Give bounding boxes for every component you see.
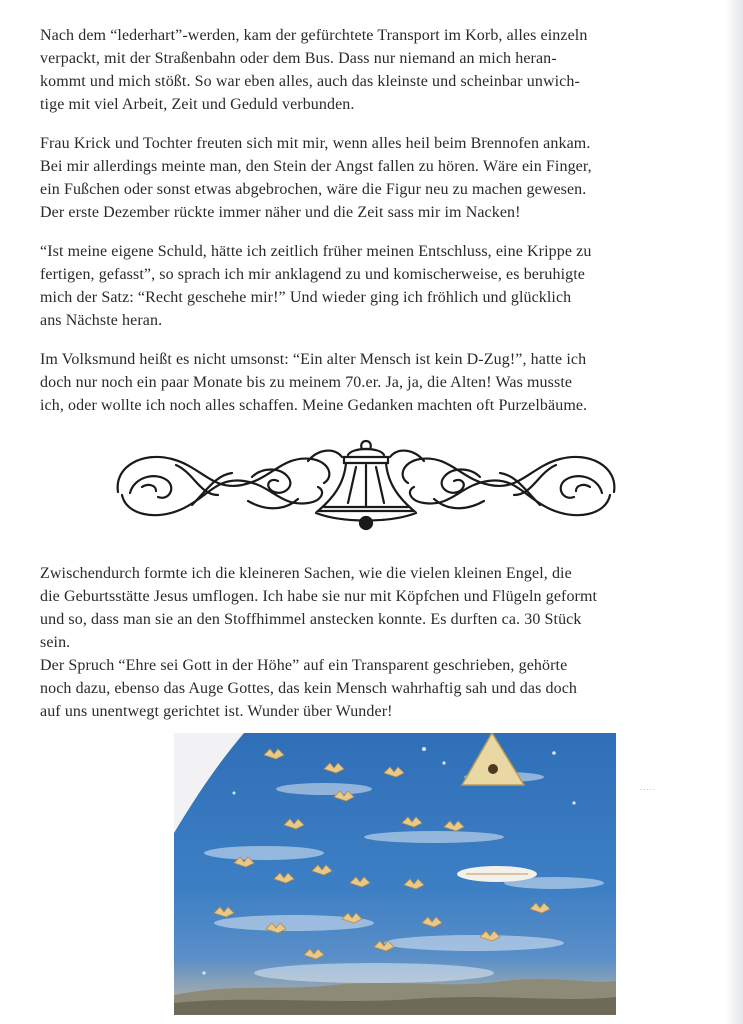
text-line: Der Spruch “Ehre sei Gott in der Höhe” auf ein Transparent geschrieben, gehörte bbox=[40, 657, 568, 674]
text-line: und so, dass man sie an den Stoffhimmel anstecken konnte. Es durften ca. 30 Stück bbox=[40, 611, 582, 628]
scan-speck: ..... bbox=[640, 782, 657, 792]
text-line: doch nur noch ein paar Monate bis zu meinem 70.er. Ja, ja, die Alten! Was musste bbox=[40, 374, 573, 391]
paragraph-brennofen bbox=[40, 132, 700, 224]
text-line: mich der Satz: “Recht geschehe mir!” Und wieder ging ich fröhlich und glücklich bbox=[40, 289, 572, 306]
text-line: fertigen, gefasst”, so sprach ich mir anklagend zu und komischerweise, es beruhigte bbox=[40, 266, 586, 283]
text-line: sein. bbox=[40, 634, 71, 651]
text-line: tige mit viel Arbeit, Zeit und Geduld verbunden. bbox=[40, 96, 355, 113]
text-line: auf uns unentwegt gerichtet ist. Wunder über Wunder! bbox=[40, 703, 393, 720]
text-line: Nach dem “lederhart”-werden, kam der gefürchtete Transport im Korb, alles einzeln bbox=[40, 27, 588, 44]
paragraph-engel bbox=[40, 562, 700, 723]
text-line: verpackt, mit der Straßenbahn oder dem Bus. Dass nur niemand an mich heran- bbox=[40, 50, 557, 67]
text-line: die Geburtsstätte Jesus umflogen. Ich habe sie nur mit Köpfchen und Flügeln geformt bbox=[40, 588, 598, 605]
text-line: “Ist meine eigene Schuld, hätte ich zeitlich früher meinen Entschluss, eine Krippe zu bbox=[40, 243, 592, 260]
bell-scroll-ornament-icon bbox=[112, 437, 620, 533]
text-line: Im Volksmund heißt es nicht umsonst: “Ein alter Mensch ist kein D-Zug!”, hatte ich bbox=[40, 351, 587, 368]
paragraph-transport bbox=[40, 24, 700, 116]
text-line: Frau Krick und Tochter freuten sich mit mir, wenn alles heil beim Brennofen ankam. bbox=[40, 135, 591, 152]
text-line: Der erste Dezember rückte immer näher und die Zeit sass mir im Nacken! bbox=[40, 204, 521, 221]
page-edge-shadow bbox=[725, 0, 743, 1024]
paragraph-schuld bbox=[40, 240, 700, 332]
paragraph-volksmund bbox=[40, 348, 700, 417]
angel-sky-painting bbox=[174, 733, 616, 1015]
text-line: ich, oder wollte ich noch alles schaffen. Meine Gedanken machten oft Purzelbäume. bbox=[40, 397, 588, 414]
text-line: ein Fußchen oder sonst etwas abgebrochen, wäre die Figur neu zu machen gewesen. bbox=[40, 181, 587, 198]
text-line: ans Nächste heran. bbox=[40, 312, 163, 329]
text-line: noch dazu, ebenso das Auge Gottes, das kein Mensch wahrhaftig sah und das doch bbox=[40, 680, 578, 697]
text-line: Zwischendurch formte ich die kleineren Sachen, wie die vielen kleinen Engel, die bbox=[40, 565, 572, 582]
text-line: Bei mir allerdings meinte man, den Stein der Angst fallen zu hören. Wäre ein Finger, bbox=[40, 158, 592, 175]
text-line: kommt und mich stößt. So war eben alles, auch das kleinste und scheinbar unwich- bbox=[40, 73, 580, 90]
